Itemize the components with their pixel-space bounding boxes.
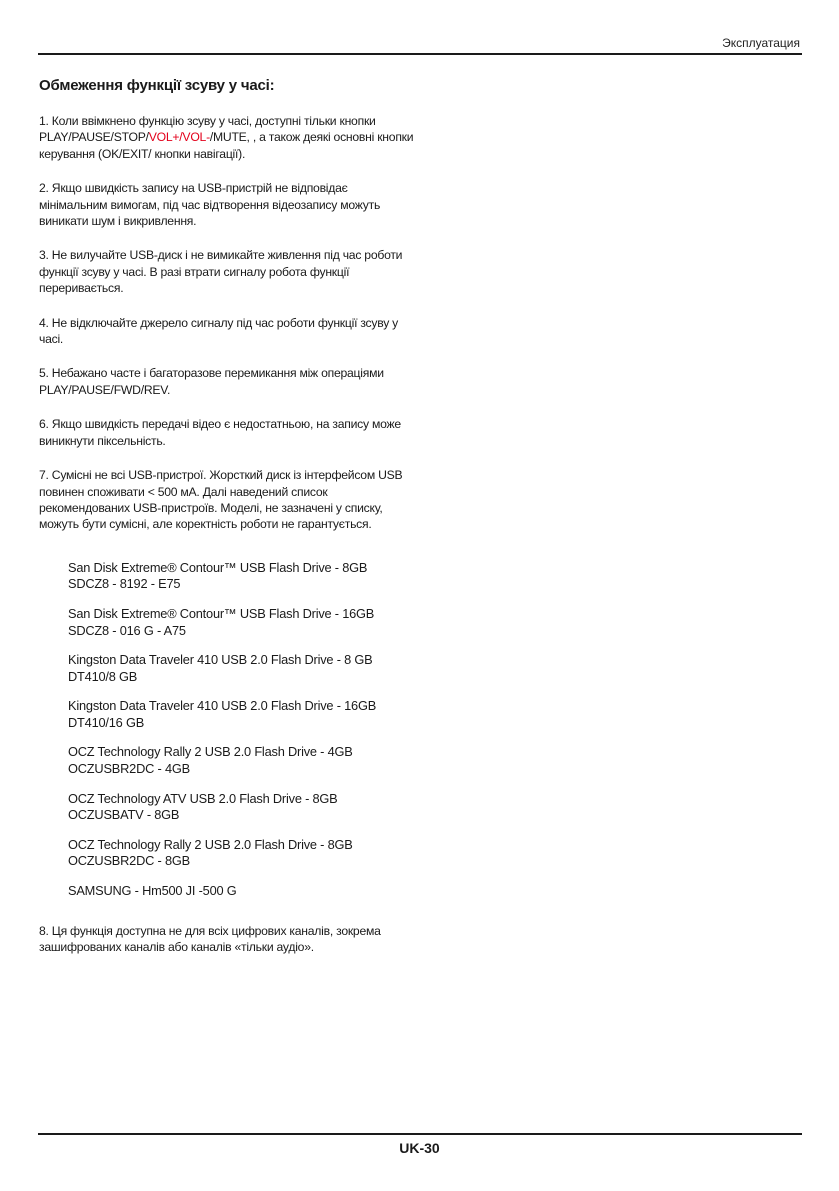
device-name: SAMSUNG - Hm500 JI -500 G bbox=[68, 883, 237, 899]
device-name: Kingston Data Traveler 410 USB 2.0 Flash Drive - 8 GB bbox=[68, 652, 373, 668]
list-item bbox=[68, 698, 419, 731]
paragraph-7: 7. Сумісні не всі USB-пристрої. Жорсткий диск із інтерфейсом USB повинен споживати < 500 мА. Далі наведений список рекомендованих USB-пристроїв. Моделі, не зазначені у списку, можуть бути сумісні, але коректність роботи не гарантується. bbox=[39, 468, 403, 532]
device-name: OCZ Technology Rally 2 USB 2.0 Flash Drive - 8GB bbox=[68, 836, 353, 852]
paragraph-4: 4. Не відключайте джерело сигналу під час роботи функції зсуву у часі. bbox=[39, 315, 399, 347]
paragraph-8: 8. Ця функція доступна не для всіх цифрових каналів, зокрема зашифрованих каналів або каналів «тільки аудіо». bbox=[39, 923, 381, 955]
page-number: UK-30 bbox=[399, 1140, 440, 1156]
paragraph-3: 3. Не вилучайте USB-диск і не вимикайте живлення під час роботи функції зсуву у часі. В разі втрати сигналу робота функції переривається. bbox=[39, 248, 403, 296]
device-model: OCZUSBR2DC - 8GB bbox=[68, 853, 190, 869]
list-item bbox=[68, 652, 419, 685]
section-label: Эксплуатация bbox=[722, 36, 800, 50]
list-item bbox=[68, 560, 419, 593]
list-item bbox=[68, 606, 419, 639]
device-model: DT410/16 GB bbox=[68, 714, 145, 730]
list-item bbox=[68, 883, 419, 900]
paragraph-2: 2. Якщо швидкість запису на USB-пристрій не відповідає мінімальним вимогам, під час відтворення відеозапису можуть виникати шум і викривлення. bbox=[39, 181, 381, 229]
device-model: OCZUSBR2DC - 4GB bbox=[68, 761, 190, 777]
content bbox=[39, 113, 419, 973]
footer-rule bbox=[38, 1133, 802, 1135]
device-model: SDCZ8 - 8192 - E75 bbox=[68, 576, 181, 592]
device-list bbox=[68, 560, 419, 900]
device-name: San Disk Extreme® Contour™ USB Flash Drive - 16GB bbox=[68, 605, 375, 621]
device-name: Kingston Data Traveler 410 USB 2.0 Flash Drive - 16GB bbox=[68, 698, 377, 714]
device-model: SDCZ8 - 016 G - A75 bbox=[68, 622, 186, 638]
paragraph-1-text-end: /MUTE, , а також деякі основні кнопки керування (OK/EXIT/ кнопки навігації). bbox=[39, 130, 414, 161]
header-rule bbox=[38, 53, 802, 55]
device-name: OCZ Technology Rally 2 USB 2.0 Flash Drive - 4GB bbox=[68, 744, 353, 760]
list-item bbox=[68, 744, 419, 777]
paragraph-1 bbox=[39, 113, 419, 162]
page-title: Обмеження функції зсуву у часі: bbox=[39, 77, 275, 94]
paragraph-1-text: 1. Коли ввімкнено функцію зсуву у часі, доступні тільки кнопки PLAY/PAUSE/STOP/ bbox=[39, 114, 376, 145]
list-item bbox=[68, 837, 419, 870]
device-name: OCZ Technology ATV USB 2.0 Flash Drive - 8GB bbox=[68, 790, 338, 806]
list-item bbox=[68, 791, 419, 824]
vol-keys-highlight: VOL+/VOL- bbox=[148, 130, 210, 145]
paragraph-6: 6. Якщо швидкість передачі відео є недостатньою, на запису може виникнути піксельність. bbox=[39, 417, 401, 448]
device-model: OCZUSBATV - 8GB bbox=[68, 807, 180, 823]
device-name: San Disk Extreme® Contour™ USB Flash Drive - 8GB bbox=[68, 559, 368, 575]
device-model: DT410/8 GB bbox=[68, 668, 138, 684]
paragraph-5: 5. Небажано часте і багаторазове перемикання між операціями PLAY/PAUSE/FWD/REV. bbox=[39, 366, 384, 397]
